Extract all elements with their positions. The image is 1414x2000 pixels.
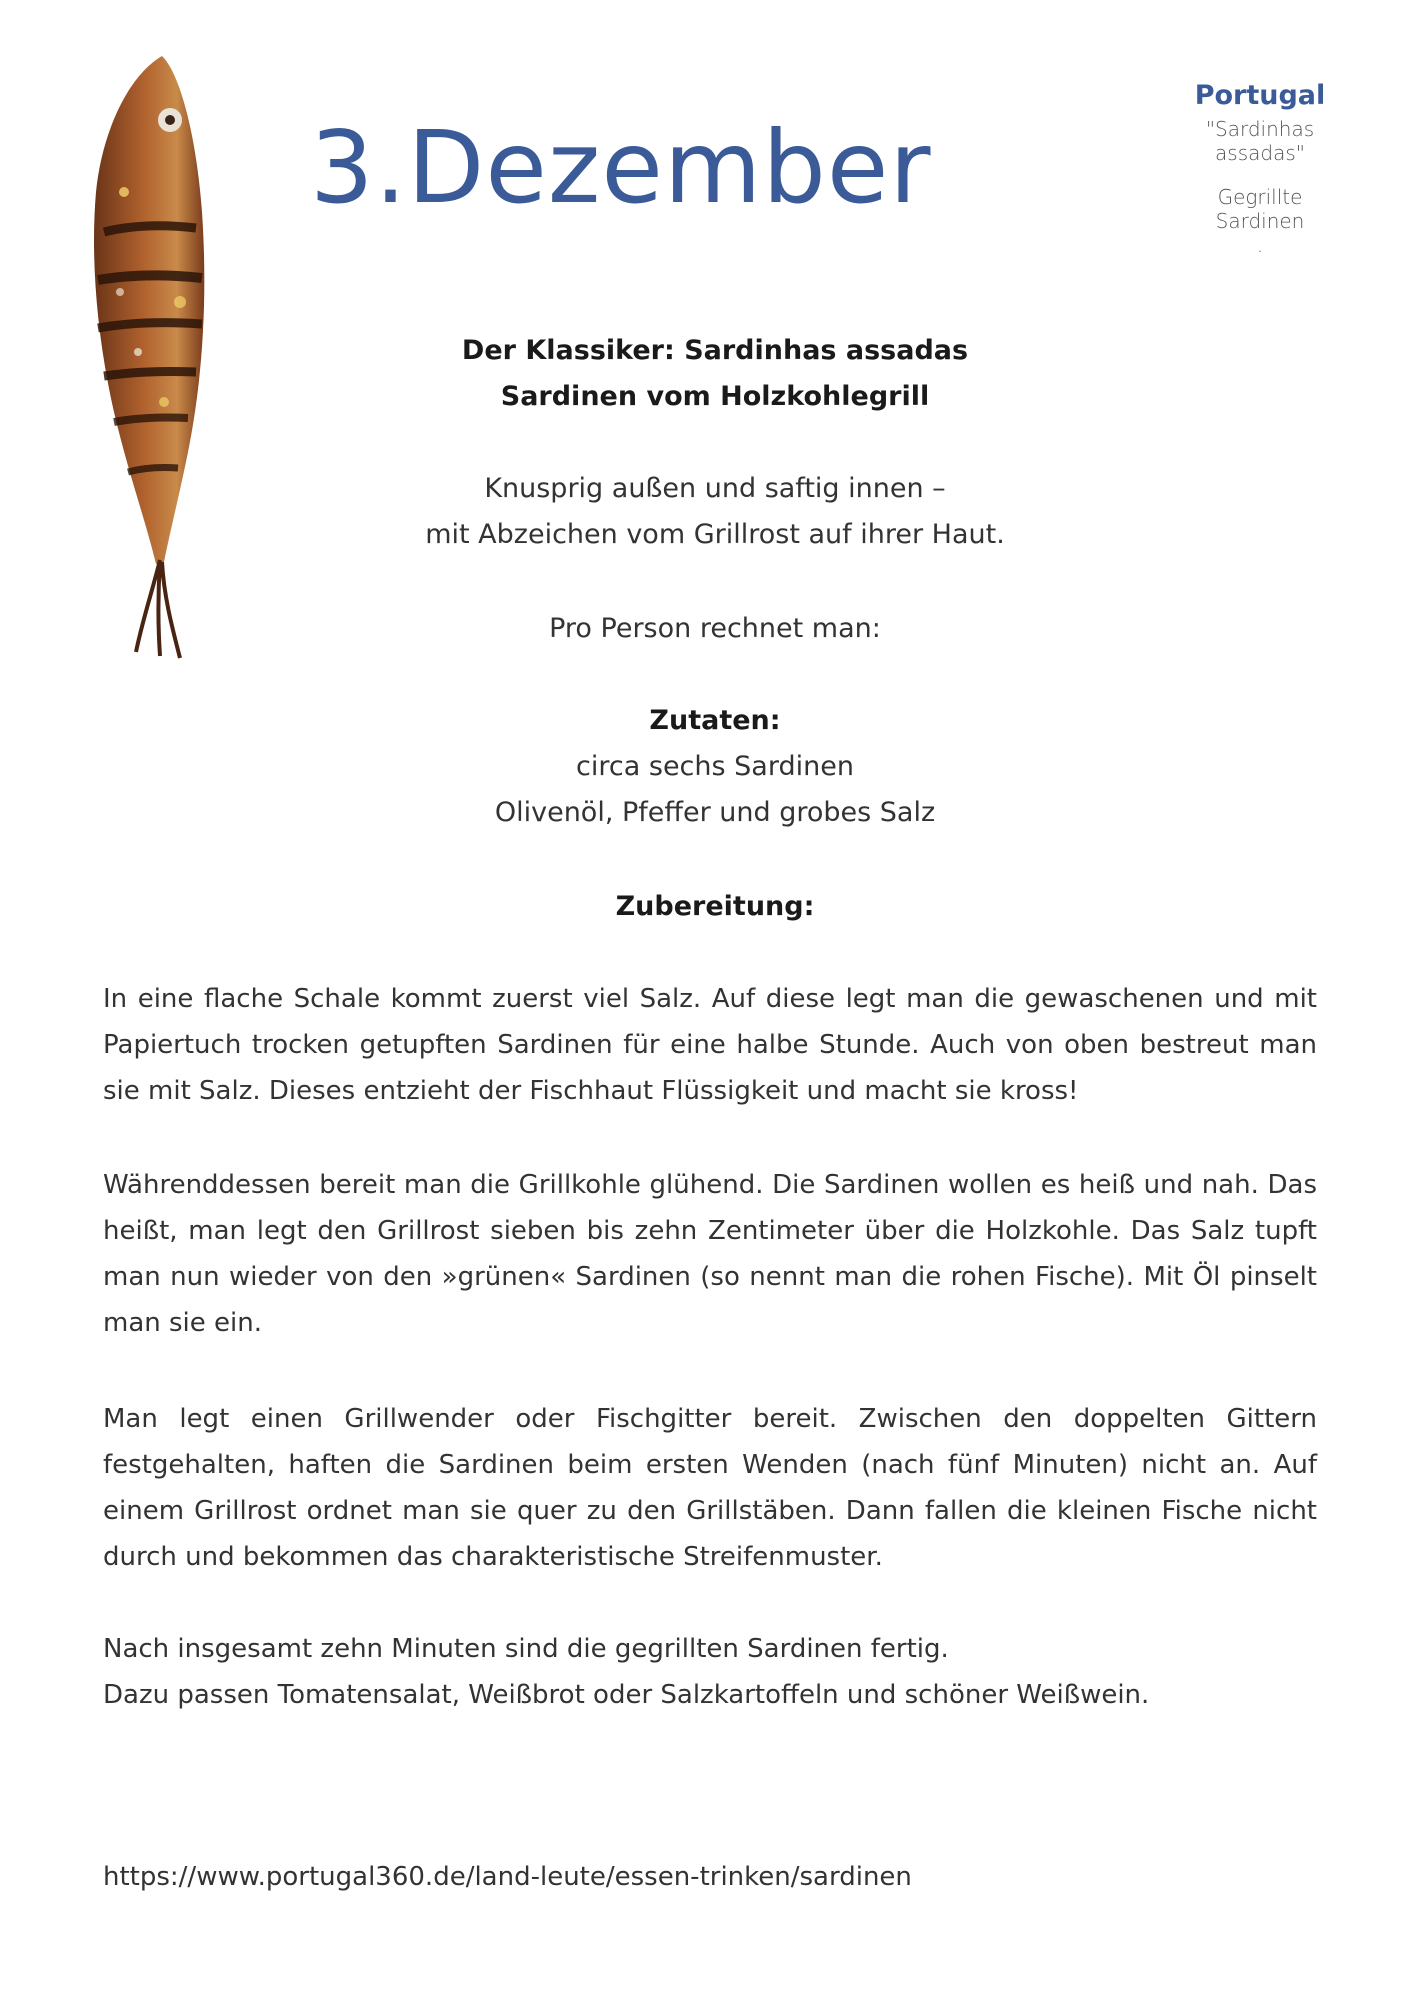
source-link[interactable]: https://www.portugal360.de/land-leute/essen-trinken/sardinen: [103, 1862, 912, 1892]
recipe-sidebar: [1150, 80, 1370, 257]
preparation-paragraph: Währenddessen bereit man die Grillkohle glühend. Die Sardinen wollen es heiß und nah. Das heißt, man legt den Grillrost sieben bis zehn Zentimeter über die Holzkohle. Das Salz tupft man nun wieder von den »grünen« Sardinen (so nennt man die rohen Fische). Mit Öl pinselt man sie ein.: [103, 1170, 1317, 1338]
ingredient-item: Olivenöl, Pfeffer und grobes Salz: [494, 797, 936, 828]
preparation-paragraph: In eine flache Schale kommt zuerst viel Salz. Auf diese legt man die gewaschenen und mit Papiertuch trocken getupften Sardinen für eine halbe Stunde. Auch von oben bestreut man sie mit Salz. Dieses entzieht der Fischhaut Flüssigkeit und macht sie kross!: [103, 984, 1317, 1106]
intro-line: Knusprig außen und saftig innen –: [484, 473, 946, 504]
closing-paragraph: [103, 1626, 1317, 1718]
portion-note: Pro Person rechnet man:: [549, 613, 881, 644]
recipe-subtitle: [100, 328, 1330, 420]
preparation-heading: Zubereitung:: [615, 891, 815, 922]
subtitle-line: Der Klassiker: Sardinhas assadas: [461, 335, 969, 366]
sidebar-dot: .: [1256, 233, 1264, 257]
page-title: 3.Dezember: [310, 109, 932, 226]
ingredients-list: [100, 744, 1330, 836]
preparation-paragraph: Man legt einen Grillwender oder Fischgitter bereit. Zwischen den doppelten Gittern festgehalten, haften die Sardinen beim ersten Wenden (nach fünf Minuten) nicht an. Auf einem Grillrost ordnet man sie quer zu den Grillstäben. Dann fallen die kleinen Fische nicht durch und bekommen das charakteristische Streifenmuster.: [103, 1404, 1317, 1572]
subtitle-line: Sardinen vom Holzkohlegrill: [500, 381, 930, 412]
dish-name-de: Gegrillte: [1217, 185, 1303, 209]
ingredients-heading: Zutaten:: [649, 705, 781, 736]
ingredient-item: circa sechs Sardinen: [576, 751, 854, 782]
closing-line: Dazu passen Tomatensalat, Weißbrot oder Salzkartoffeln und schöner Weißwein.: [103, 1680, 1150, 1710]
dish-name-pt-cont: assadas": [1215, 141, 1305, 165]
recipe-intro: [100, 466, 1330, 558]
intro-line: mit Abzeichen vom Grillrost auf ihrer Haut.: [425, 519, 1005, 550]
dish-name-pt: "Sardinhas: [1205, 117, 1315, 141]
dish-name-de-cont: Sardinen: [1215, 209, 1305, 233]
closing-line: Nach insgesamt zehn Minuten sind die gegrillten Sardinen fertig.: [103, 1634, 949, 1664]
country-label: Portugal: [1194, 80, 1326, 111]
